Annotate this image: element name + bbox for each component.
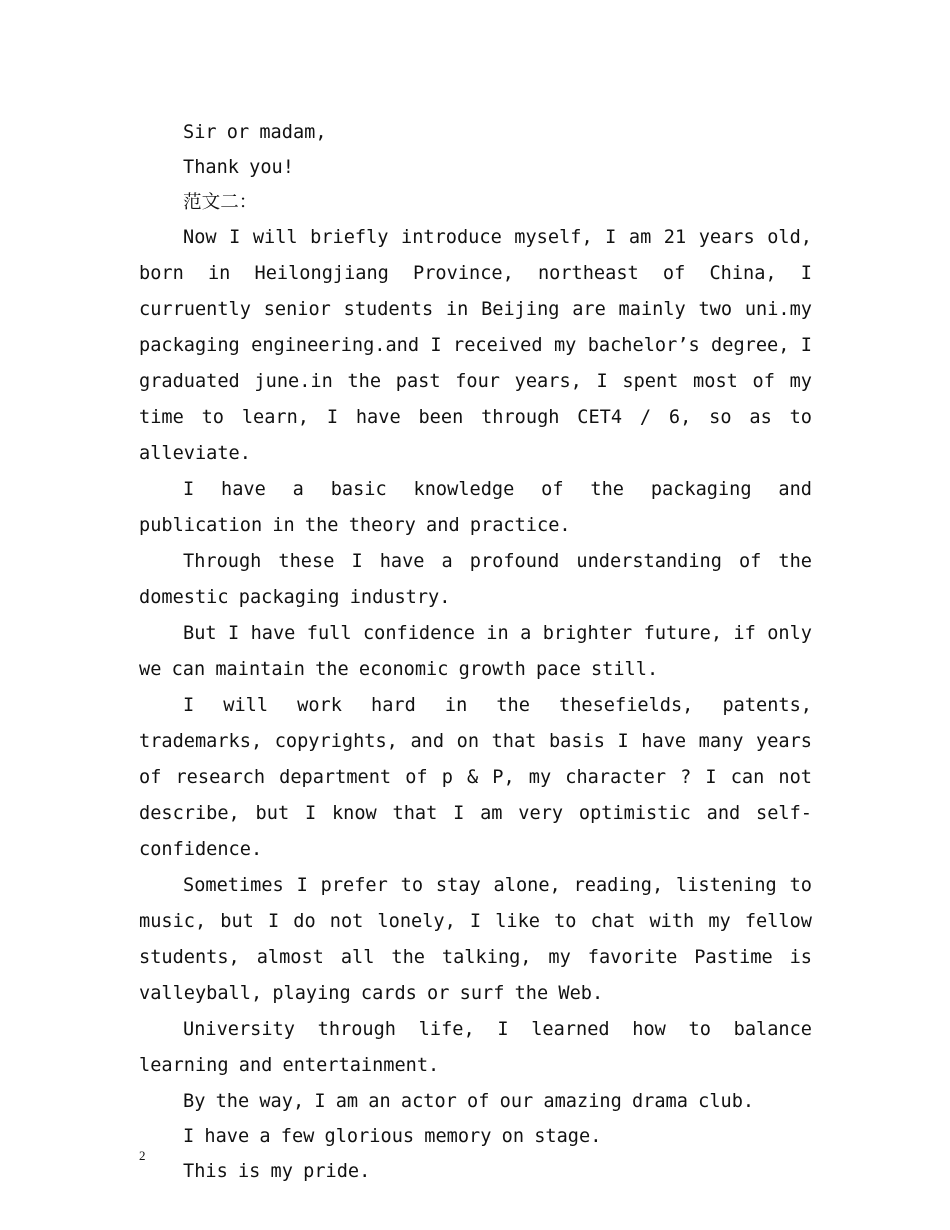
salutation-line: Sir or madam, [183,122,327,143]
paragraph-balance: University through life, I learned how to balance learning and entertainment. [139,1019,812,1076]
document-body [139,115,812,1189]
paragraph-drama-club: By the way, I am an actor of our amazing drama club. [183,1091,755,1112]
paragraph-hobbies: Sometimes I prefer to stay alone, reading, listening to music, but I do not lonely, I like to chat with my fellow students, almost all the talking, my favorite Pastime is valleyball, playing cards or surf the Web. [139,875,812,1004]
paragraph-confidence: But I have full confidence in a brighter future, if only we can maintain the economic growth pace still. [139,623,812,680]
thanks-line: Thank you! [183,157,294,178]
paragraph-work: I will work hard in the thesefields, patents, trademarks, copyrights, and on that basis I have many years of research department of p & P, my character ? I can not describe, but I know that I am very optimistic and self-confidence. [139,695,812,860]
paragraph-knowledge: I have a basic knowledge of the packaging and publication in the theory and practice. [139,479,812,536]
paragraph-pride: This is my pride. [183,1161,371,1182]
sample-heading: 范文二： [183,192,258,213]
paragraph-understanding: Through these I have a profound understanding of the domestic packaging industry. [139,551,812,608]
paragraph-memory: I have a few glorious memory on stage. [183,1126,602,1147]
paragraph-introduction: Now I will briefly introduce myself, I am 21 years old, born in Heilongjiang Province, northeast of China, I curruently senior students in Beijing are mainly two uni.my packaging engineering.and I received my bachelor’s degree, I graduated june.in the past four years, I spent most of my time to learn, I have been through CET4 / 6, so as to alleviate. [139,227,812,464]
page-number: 2 [139,1148,146,1163]
